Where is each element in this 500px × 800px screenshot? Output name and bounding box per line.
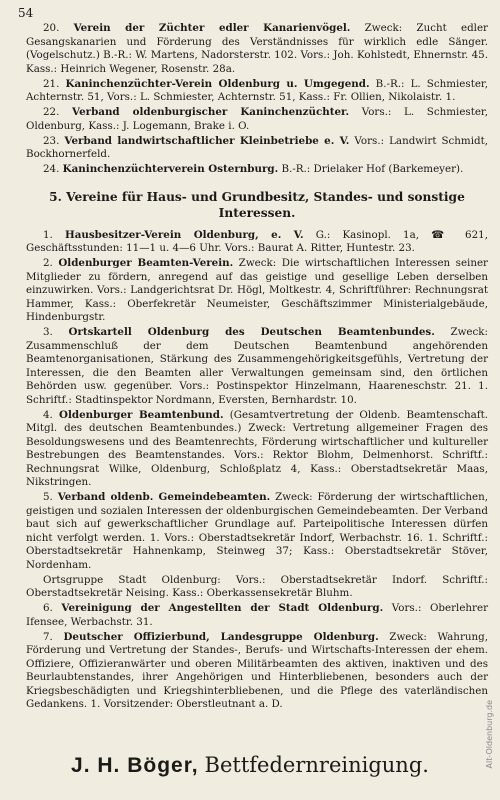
entry-number: 23.: [43, 134, 60, 147]
entry-name: Ortskartell Oldenburg des Deutschen Beamtenbundes.: [68, 326, 435, 338]
directory-entry: [26, 135, 488, 162]
section-heading: 5. Vereine für Haus- und Grundbesitz, Standes- und sonstige Interessen.: [49, 189, 465, 220]
entry-number: 21.: [43, 77, 60, 90]
entry-name: Verein der Züchter edler Kanarienvögel.: [73, 22, 351, 34]
directory-entry: [26, 631, 488, 712]
entry-text: Zweck: Zusammenschluß der dem Deutschen Beamtenbund angehörenden Beamtenorganisationen, Stärkung des Zusammengehörigkeitsgefühls, Vertretung der Interessen, die den Beamten aller Verwaltungen gemeinsam sind, den örtlichen Behörden usw. gegenüber. Vors.: Postinspektor Hinzelmann, Haareneschstr. 21. 1. Schriftf.: Stadtinspektor Nordmann, Eversten, Bernhardstr. 10.: [26, 326, 488, 406]
entry-name: Verband oldenb. Gemeindebeamten.: [57, 491, 271, 503]
entry-name: Kaninchenzüchter-Verein Oldenburg u. Umgegend.: [65, 77, 370, 90]
directory-entry: [26, 78, 488, 105]
advertiser-business: Bettfedernreinigung.: [204, 753, 429, 777]
directory-entry: [26, 491, 488, 572]
page-number: 54: [18, 6, 34, 20]
entry-text: Zweck: Zucht edler Gesangskanarien und Förderung des Verständnisses für wirklich edle Sänger. (Vogelschutz.) B.-R.: W. Martens, Nadorsterstr. 102. Vors.: Joh. Kohlstedt, Ehnernstr. 45. Kass.: Heinrich Wegener, Rosenstr. 28a.: [26, 22, 488, 75]
entry-name: Deutscher Offizierbund, Landesgruppe Oldenburg.: [63, 630, 379, 643]
directory-entry: [26, 257, 488, 325]
entry-name: Oldenburger Beamtenbund.: [59, 408, 224, 421]
entry-list-section: [26, 229, 488, 712]
entry-text: B.-R.: L. Schmiester, Achternstr. 51, Vors.: L. Schmiester, Achternstr. 51, Kass.: Fr. Ollien, Nikolaistr. 1.: [26, 77, 488, 103]
entry-number: 7.: [43, 630, 53, 643]
entry-text: Ortsgruppe Stadt Oldenburg: Vors.: Oberstadtsekretär Indorf. Schriftf.: Oberstadtsekretär Neising. Kass.: Oberkassensekretär Bluhm.: [26, 573, 488, 599]
directory-entry: [26, 163, 488, 177]
entry-number: 6.: [43, 602, 53, 614]
entry-name: Verband oldenburgischer Kaninchenzüchter.: [72, 106, 350, 118]
advertiser-name: J. H. Böger,: [71, 754, 199, 777]
entry-number: 24.: [43, 163, 60, 175]
directory-column: [26, 22, 488, 713]
directory-entry: [26, 409, 488, 490]
entry-name: Vereinigung der Angestellten der Stadt Oldenburg.: [61, 602, 384, 614]
entry-text: Vors.: Landwirt Schmidt, Bockhornerfeld.: [26, 134, 488, 160]
entry-number: 2.: [43, 257, 53, 269]
directory-entry: [26, 106, 488, 133]
entry-list-top: [26, 22, 488, 177]
entry-text: Vors.: Oberlehrer Ifensee, Werbachstr. 31.: [26, 602, 488, 628]
entry-number: 1.: [43, 228, 53, 241]
entry-text: (Gesamtvertretung der Oldenb. Beamtenschaft. Mitgl. des deutschen Beamtenbundes.) Zweck: Vertretung allgemeiner Fragen des Besoldungswesens und des Beamtenrechts, Förderung wirtschaftlicher und kultureller Bestrebungen des Beamtenstandes. Vors.: Rektor Blohm, Delmenhorst. Schriftf.: Rechnungsrat Wilke, Oldenburg, Schloßplatz 4, Kass.: Oberstadtsekretär Maas, Nikstringen.: [26, 408, 488, 488]
entry-name: Hausbesitzer-Verein Oldenburg, e. V.: [65, 228, 304, 241]
entry-name: Kaninchenzüchterverein Osternburg.: [62, 163, 279, 175]
entry-text: Zweck: Förderung der wirtschaftlichen, geistigen und sozialen Interessen der oldenburgischen Gemeindebeamten. Der Verband baut sich auf gewerkschaftlicher Grundlage auf. Parteipolitische Interessen dürfen nicht verfolgt werden. 1. Vors.: Oberstadtsekretär Indorf, Werbachstr. 16. 1. Schriftf.: Oberstadtsekretär Hahnenkamp, Steinweg 37; Kass.: Oberstadtsekretär Stöver, Nordenham.: [26, 491, 488, 571]
entry-name: Verband landwirtschaftlicher Kleinbetriebe e. V.: [64, 134, 350, 147]
entry-text: B.-R.: Drielaker Hof (Barkemeyer).: [278, 163, 464, 175]
watermark: Alt-Oldenburg.de: [485, 700, 494, 769]
advertisement: [0, 752, 500, 779]
entry-text: Vors.: L. Schmiester, Oldenburg, Kass.: J. Logemann, Brake i. O.: [26, 106, 488, 132]
entry-number: 4.: [43, 408, 53, 421]
directory-entry: [26, 574, 488, 601]
entry-number: 5.: [43, 491, 53, 503]
directory-entry: [26, 602, 488, 629]
directory-entry: [26, 22, 488, 76]
entry-text: Zweck: Die wirtschaftlichen Interessen seiner Mitglieder zu fördern, anregend auf das geistige und gesellige Leben derselben einzuwirken. Vors.: Landgerichtsrat Dr. Högl, Moltkestr. 4, Schriftführer: Rechnungsrat Hammer, Kass.: Oberfekretär Neumeister, Geschäftszimmer Ministerialgebäude, Hindenburgstr.: [26, 257, 488, 323]
entry-number: 20.: [43, 22, 60, 34]
entry-number: 22.: [43, 106, 60, 118]
entry-text: Zweck: Wahrung, Förderung und Vertretung der Standes-, Berufs- und Wirtschafts-Interessen der ehem. Offiziere, Offizieranwärter und oberen Militärbeamten des aktiven, inaktiven und des Beurlaubtenstandes, ihrer Angehörigen und Hinterbliebenen, besonders auch der Kriegsbeschädigten und Kriegshinterbliebenen, und die Pflege des vaterländischen Gedankens. 1. Vorsitzender: Oberstleutnant a. D.: [26, 630, 488, 710]
entry-text: G.: Kasinopl. 1a, ☎ 621, Geschäftsstunden: 11—1 u. 4—6 Uhr. Vors.: Baurat A. Ritter, Huntestr. 23.: [26, 228, 488, 254]
entry-name: Oldenburger Beamten-Verein.: [58, 257, 234, 269]
directory-entry: [26, 326, 488, 407]
directory-entry: [26, 229, 488, 256]
entry-number: 3.: [43, 326, 53, 338]
